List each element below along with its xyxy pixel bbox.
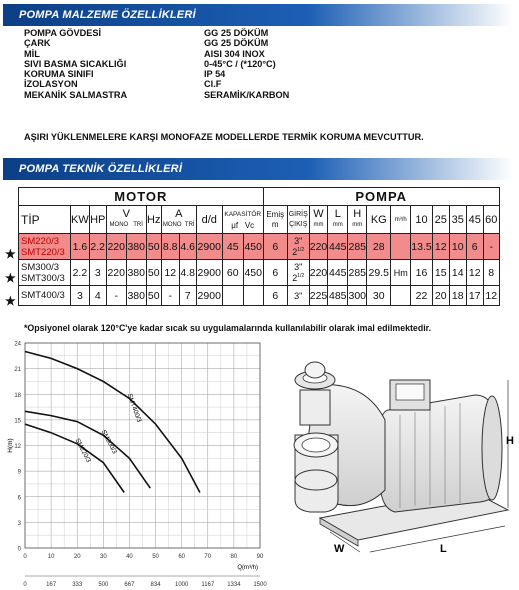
row-star-3: ★	[5, 294, 16, 308]
x-tick-label: 20	[73, 554, 81, 560]
chart-grid	[25, 343, 260, 576]
spec-key: İZOLASYON	[24, 79, 78, 90]
series-label: SMT400/3	[125, 392, 143, 424]
col-kw: KW	[71, 206, 90, 234]
col-q10: 10	[411, 206, 432, 234]
cell-dd: 2900	[196, 260, 222, 286]
cell-uf: 45	[222, 234, 243, 260]
technical-title: POMPA TEKNİK ÖZELLİKLERİ	[19, 163, 183, 175]
col-a	[161, 206, 196, 234]
cell-q10: 22	[411, 286, 432, 306]
col-q45: 45	[466, 206, 483, 234]
spec-value: 0-45°C / (*120°C)	[204, 58, 276, 69]
cell-giris: 3"	[287, 286, 309, 306]
cell-q45: 17	[466, 286, 483, 306]
spec-key: MİL	[24, 48, 40, 59]
y-tick-label: 6	[17, 495, 21, 502]
cell-vc: 450	[243, 260, 263, 286]
col-w	[309, 206, 328, 234]
series-label: SM220/3	[73, 437, 92, 464]
col-m3h: m³/h	[391, 206, 411, 234]
spec-key: KORUMA SINIFI	[24, 69, 94, 80]
cell-kw: 1.6	[71, 234, 90, 260]
cell-hz: 50	[146, 286, 161, 306]
cell-giris-cikis	[287, 260, 309, 286]
cell-q25: 20	[432, 286, 449, 306]
col-a-mono: MONO	[162, 221, 182, 228]
cell-a-tri: 4.6	[179, 234, 196, 260]
pompa-header: POMPA	[263, 188, 499, 206]
dim-l-label: L	[440, 543, 447, 555]
cell-a-tri: 7	[179, 286, 196, 306]
cell-tip-tri: SMT220/3	[21, 246, 65, 258]
spec-value: AISI 304 INOX	[204, 48, 265, 59]
col-a-label: A	[175, 207, 183, 220]
x-tick-label: 40	[126, 554, 133, 560]
cell-vc	[243, 286, 263, 306]
col-v	[106, 206, 146, 234]
x-tick-label: 10	[47, 554, 55, 560]
cell-h: 285	[348, 234, 367, 260]
materials-title-bar	[3, 4, 513, 26]
col-hz: Hz	[146, 206, 161, 234]
x2-tick-label: 0	[23, 582, 27, 588]
col-kap-label: KAPASİTÖR	[224, 210, 262, 218]
cell-emis: 6	[263, 260, 287, 286]
y-tick-label: 18	[14, 392, 21, 399]
x2-tick-label: 667	[124, 582, 135, 588]
chart-labels	[7, 342, 267, 590]
cell-l: 445	[328, 260, 348, 286]
col-tip: TİP	[19, 206, 71, 234]
spec-value: SERAMİK/KARBON	[204, 89, 290, 100]
cell-w: 220	[309, 234, 328, 260]
col-q25: 25	[432, 206, 449, 234]
cell-dd: 2900	[196, 286, 222, 306]
col-kap-uf: μf	[231, 220, 239, 230]
y-tick-label: 24	[14, 341, 21, 348]
col-giris-cikis	[287, 206, 309, 234]
y-tick-label: 9	[17, 469, 21, 476]
cell-v-mono: 220	[106, 234, 126, 260]
x2-tick-label: 333	[72, 582, 83, 588]
x2-tick-label: 1000	[174, 582, 189, 588]
col-v-label: V	[122, 207, 130, 220]
col-q35: 35	[449, 206, 466, 234]
row-star-1: ★	[5, 247, 16, 261]
cell-tip-mono: SM300/3	[21, 261, 60, 273]
x-tick-label: 60	[178, 554, 186, 560]
cell-kg: 29.5	[367, 260, 391, 286]
cell-a-mono: 12	[161, 260, 179, 286]
col-giris: GİRİŞ	[288, 210, 308, 218]
cell-l: 485	[328, 286, 348, 306]
cell-hp: 2.2	[89, 234, 106, 260]
cell-q35: 10	[449, 234, 466, 260]
spec-value: GG 25 DÖKÜM	[204, 38, 269, 49]
cell-q35: 14	[449, 260, 466, 286]
spec-value: Cl.F	[204, 79, 222, 90]
col-l	[328, 206, 348, 234]
cell-hm	[391, 286, 411, 306]
x2-tick-label: 500	[98, 582, 109, 588]
x2-tick-label: 1500	[253, 582, 267, 588]
cell-giris-cikis	[287, 234, 309, 260]
cell-tip-mono: SM220/3	[21, 235, 60, 247]
cell-q10: 16	[411, 260, 432, 286]
cell-q25: 12	[432, 234, 449, 260]
series-label: SM300/3	[99, 428, 118, 456]
y-tick-label: 0	[17, 546, 21, 553]
cell-hm: Hm	[391, 260, 411, 286]
thermal-protection-note: AŞIRI YÜKLENMELERE KARŞI MONOFAZE MODELLERDE TERMİK KORUMA MEVCUTTUR.	[24, 132, 424, 142]
x-axis-label: Q(m³/h)	[237, 565, 258, 571]
cell-a-tri: 4.8	[179, 260, 196, 286]
col-emis-unit: m	[271, 219, 279, 229]
spec-key: MEKANİK SALMASTRA	[24, 89, 128, 100]
cell-v-tri: 380	[126, 286, 146, 306]
pump-drawing	[270, 340, 515, 580]
cell-v-tri: 380	[126, 234, 146, 260]
cell-vc: 450	[243, 234, 263, 260]
materials-title: POMPA MALZEME ÖZELLİKLERİ	[19, 9, 196, 21]
cell-q10: 13.5	[411, 234, 432, 260]
hot-water-footnote: *Opsiyonel olarak 120°C'ye kadar sıcak su uygulamalarında kullanılabilir olarak imal edilmektedir.	[24, 323, 432, 333]
col-w-unit: mm	[313, 221, 324, 228]
dim-h-label: H	[506, 435, 514, 447]
cell-dd: 2900	[196, 234, 222, 260]
cell-cikis-fraction: 1/2	[297, 272, 305, 279]
cell-q60: -	[483, 234, 499, 260]
pump-motor	[380, 380, 502, 512]
table-row	[19, 260, 500, 286]
x2-tick-label: 167	[46, 582, 57, 588]
cell-hz: 50	[146, 260, 161, 286]
cell-q35: 18	[449, 286, 466, 306]
cell-h: 300	[348, 286, 367, 306]
col-a-tri: TRİ	[184, 221, 195, 228]
cell-w: 225	[309, 286, 328, 306]
cell-h: 285	[348, 260, 367, 286]
cell-tip: SMT400/3	[19, 286, 71, 306]
cell-q60: 12	[483, 286, 499, 306]
cell-cikis: 2	[292, 246, 298, 257]
cell-kw: 3	[71, 286, 90, 306]
cell-q45: 12	[466, 260, 483, 286]
cell-v-mono: -	[106, 286, 126, 306]
x-tick-label: 70	[204, 554, 212, 560]
y-tick-label: 12	[14, 444, 21, 450]
cell-kg: 28	[367, 234, 391, 260]
col-v-tri: TRİ	[133, 221, 143, 228]
cell-l: 445	[328, 234, 348, 260]
x-tick-label: 50	[152, 554, 159, 560]
pump-volute	[294, 362, 385, 512]
cell-kw: 2.2	[71, 260, 90, 286]
col-dd: d/d	[196, 206, 222, 234]
x-tick-label: 80	[230, 554, 238, 560]
y-tick-label: 21	[14, 367, 21, 374]
col-q60: 60	[483, 206, 499, 234]
y-tick-label: 15	[14, 418, 21, 425]
spec-value: GG 25 DÖKÜM	[204, 28, 269, 38]
row-star-2: ★	[5, 271, 16, 285]
cell-giris: 3"	[294, 261, 303, 272]
cell-q60: 8	[483, 260, 499, 286]
x-tick-label: 90	[256, 554, 264, 560]
cell-v-tri: 380	[126, 260, 146, 286]
cell-q45: 6	[466, 234, 483, 260]
col-w-label: W	[313, 207, 324, 220]
spec-key: POMPA GÖVDESİ	[24, 28, 102, 38]
col-v-mono: MONO	[109, 221, 129, 228]
col-emis-label: Emiş	[266, 209, 285, 219]
dim-w-label: W	[334, 543, 345, 555]
cell-w: 220	[309, 260, 328, 286]
y-axis-label: H(m)	[7, 438, 14, 453]
table-row	[19, 286, 500, 306]
cell-hz: 50	[146, 234, 161, 260]
spec-key: ÇARK	[24, 38, 51, 49]
col-h	[348, 206, 367, 234]
col-hp: HP	[89, 206, 106, 234]
cell-uf	[222, 286, 243, 306]
spec-key: SIVI BASMA SICAKLIĞI	[24, 58, 127, 69]
x2-tick-label: 1334	[227, 582, 241, 588]
col-kg: KG	[367, 206, 391, 234]
col-h-label: H	[353, 207, 362, 220]
cell-cikis-fraction: 1/2	[297, 246, 305, 253]
spec-value: IP 54	[204, 69, 226, 80]
x2-tick-label: 834	[150, 582, 161, 588]
cell-hm	[391, 234, 411, 260]
cell-q25: 15	[432, 260, 449, 286]
cell-tip	[19, 234, 71, 260]
col-l-unit: mm	[332, 221, 343, 228]
cell-tip-tri: SMT300/3	[21, 272, 65, 284]
x-tick-label: 30	[99, 554, 107, 560]
performance-chart	[0, 335, 270, 590]
cell-hp: 3	[89, 260, 106, 286]
col-emis	[263, 206, 287, 234]
cell-cikis: 2	[292, 272, 298, 283]
technical-table	[18, 187, 500, 306]
cell-a-mono: -	[161, 286, 179, 306]
cell-emis: 6	[263, 286, 287, 306]
cell-a-mono: 8.8	[161, 234, 179, 260]
cell-uf: 60	[222, 260, 243, 286]
cell-hp: 4	[89, 286, 106, 306]
cell-emis: 6	[263, 234, 287, 260]
motor-header: MOTOR	[19, 188, 264, 206]
technical-title-bar	[3, 158, 513, 180]
table-row	[19, 234, 500, 260]
cell-giris: 3"	[294, 235, 303, 246]
cell-kg: 30	[367, 286, 391, 306]
col-h-unit: mm	[352, 221, 363, 228]
series-line	[25, 411, 150, 488]
col-kap	[222, 206, 263, 234]
y-tick-label: 3	[17, 520, 21, 527]
cell-tip	[19, 260, 71, 286]
x2-tick-label: 1167	[201, 582, 215, 588]
cell-v-mono: 220	[106, 260, 126, 286]
x-tick-label: 0	[23, 554, 27, 560]
col-l-label: L	[334, 207, 341, 220]
col-cikis: ÇIKIŞ	[289, 220, 308, 228]
col-kap-vc: Vc	[244, 220, 255, 230]
